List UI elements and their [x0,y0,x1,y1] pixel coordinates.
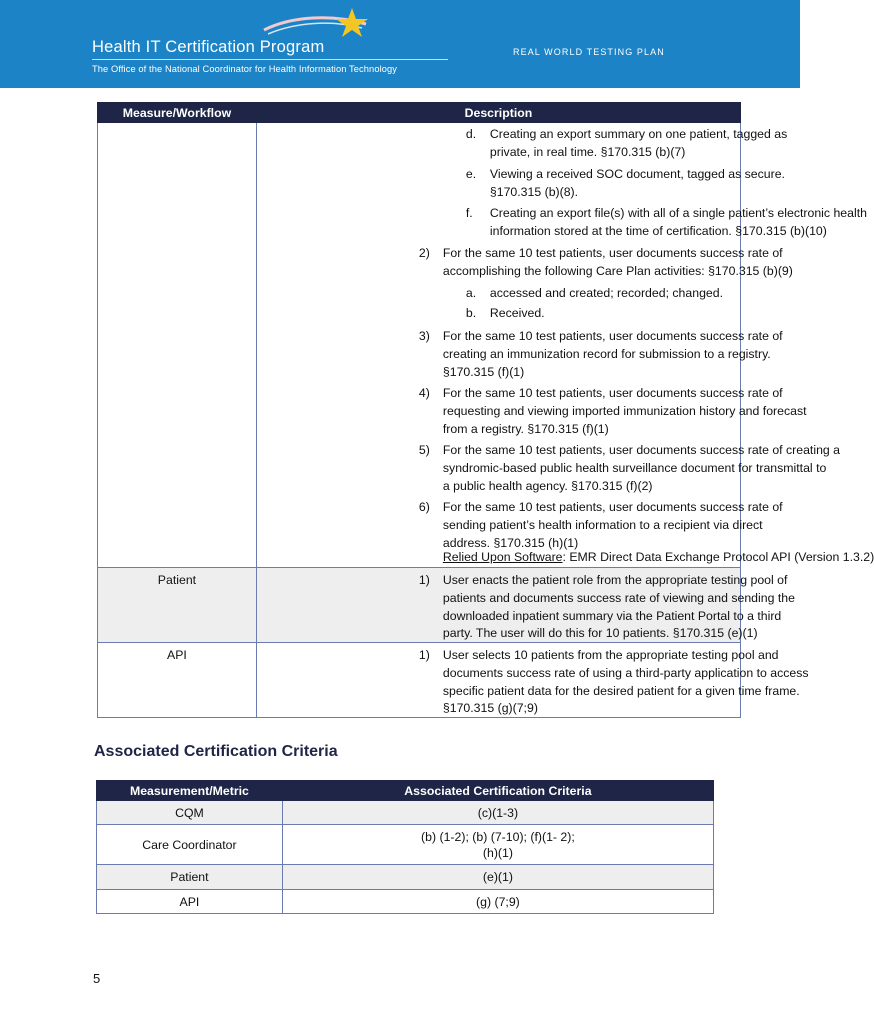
patient-label: Patient [98,568,257,643]
metric-cell: CQM [97,801,283,825]
plan-label: REAL WORLD TESTING PLAN [513,47,665,57]
program-title: Health IT Certification Program [92,38,325,56]
measures-table-header [98,103,741,123]
list-item-text: syndromic-based public health surveillance document for transmittal to [442,461,827,475]
list-item-text: Viewing a received SOC document, tagged as secure. [489,167,785,181]
relied-upon-software [443,549,874,565]
page-number: 5 [93,971,101,986]
list-item-text: §170.315 (g)(7;9) [442,701,538,715]
list-item-text: Creating an export summary on one patient, tagged as [489,127,788,141]
list-item-text: creating an immunization record for submission to a registry. [442,347,771,361]
list-item-text: specific patient data for the desired patient for a given time frame. [442,684,800,698]
list-item-text: Creating an export file(s) with all of a single patient’s electronic health [489,206,867,220]
relied-upon-software-label: Relied Upon Software [442,550,563,564]
list-marker: 1) [418,573,430,587]
criteria-table [96,780,714,914]
criteria-line: (h)(1) [482,845,513,860]
list-item-text: documents success rate of using a third-party application to access [442,666,809,680]
list-item-text: For the same 10 test patients, user documents success rate of creating a [442,443,841,457]
metric-cell: Care Coordinator [97,825,283,865]
list-marker: 3) [418,329,430,343]
table-row [97,865,714,890]
care-coordinator-label [98,123,257,568]
metric-cell: API [97,890,283,914]
list-marker: b. [465,306,477,320]
list-marker: f. [465,206,473,220]
criteria-line: (b) (1-2); (b) (7-10); (f)(1- 2); [421,829,575,844]
patient-description [256,568,795,643]
criteria-cell: (c)(1-3) [282,801,713,825]
table-row-api [98,643,741,718]
list-item-text: User selects 10 patients from the appropriate testing pool and [442,648,779,662]
header-banner [0,0,800,88]
table-row [97,801,714,825]
list-item-text: For the same 10 test patients, user documents success rate of [442,246,783,260]
logo-divider [92,59,448,60]
list-item-text: accomplishing the following Care Plan activities: §170.315 (b)(9) [442,264,793,278]
list-item-text: downloaded inpatient summary via the Patient Portal to a third [442,609,782,623]
list-item-text: patients and documents success rate of viewing and sending the [442,591,795,605]
api-label: API [98,643,257,718]
list-item-text: accessed and created; recorded; changed. [489,286,724,300]
list-item-text: Received. [489,306,545,320]
criteria-table-header [97,781,714,801]
list-marker: 6) [418,500,430,514]
table-row-patient [98,568,741,643]
measures-table [97,102,874,718]
list-marker: a. [465,286,477,300]
list-item-text: For the same 10 test patients, user documents success rate of [442,500,783,514]
list-item-text: For the same 10 test patients, user documents success rate of [442,386,783,400]
list-marker: 4) [418,386,430,400]
metric-cell: Patient [97,865,283,890]
table-row [97,825,714,865]
section-heading: Associated Certification Criteria [94,743,338,760]
table-row [97,890,714,914]
list-marker: e. [465,167,477,181]
care-coordinator-steps [257,123,874,567]
list-marker: d. [465,127,477,141]
relied-upon-software-value: : EMR Direct Data Exchange Protocol API (Version 1.3.2) [562,550,874,564]
criteria-cell: (g) (7;9) [282,890,713,914]
api-description [256,643,809,718]
list-item-text: requesting and viewing imported immunization history and forecast [442,404,807,418]
list-item-text: a public health agency. §170.315 (f)(2) [442,479,653,493]
criteria-cell: (e)(1) [282,865,713,890]
criteria-cell [282,825,713,865]
list-item-text: sending patient’s health information to a recipient via direct [442,518,763,532]
list-marker: 2) [418,246,430,260]
list-item-text: party. The user will do this for 10 patients. §170.315 (e)(1) [442,626,758,640]
list-item-text: §170.315 (f)(1) [442,365,525,379]
table-row-care-coordinator [98,123,741,568]
list-item-text: information stored at the time of certification. §170.315 (b)(10) [489,224,827,238]
header-measurement-metric: Measurement/Metric [97,781,283,801]
list-item-text: private, in real time. §170.315 (b)(7) [489,145,686,159]
list-item-text: from a registry. §170.315 (f)(1) [442,422,609,436]
api-steps [257,643,809,717]
list-item-text: address. §170.315 (h)(1) [442,536,579,550]
header-associated-criteria: Associated Certification Criteria [282,781,713,801]
office-subtitle: The Office of the National Coordinator for Health Information Technology [92,64,398,74]
list-item-text: §170.315 (b)(8). [489,185,579,199]
list-marker: 5) [418,443,430,457]
care-coordinator-description [256,123,874,568]
list-item-text: User enacts the patient role from the appropriate testing pool of [442,573,788,587]
header-description: Description [256,103,740,123]
list-item-text: For the same 10 test patients, user documents success rate of [442,329,783,343]
header-measure-workflow: Measure/Workflow [98,103,257,123]
list-marker: 1) [418,648,430,662]
patient-steps [257,568,795,642]
